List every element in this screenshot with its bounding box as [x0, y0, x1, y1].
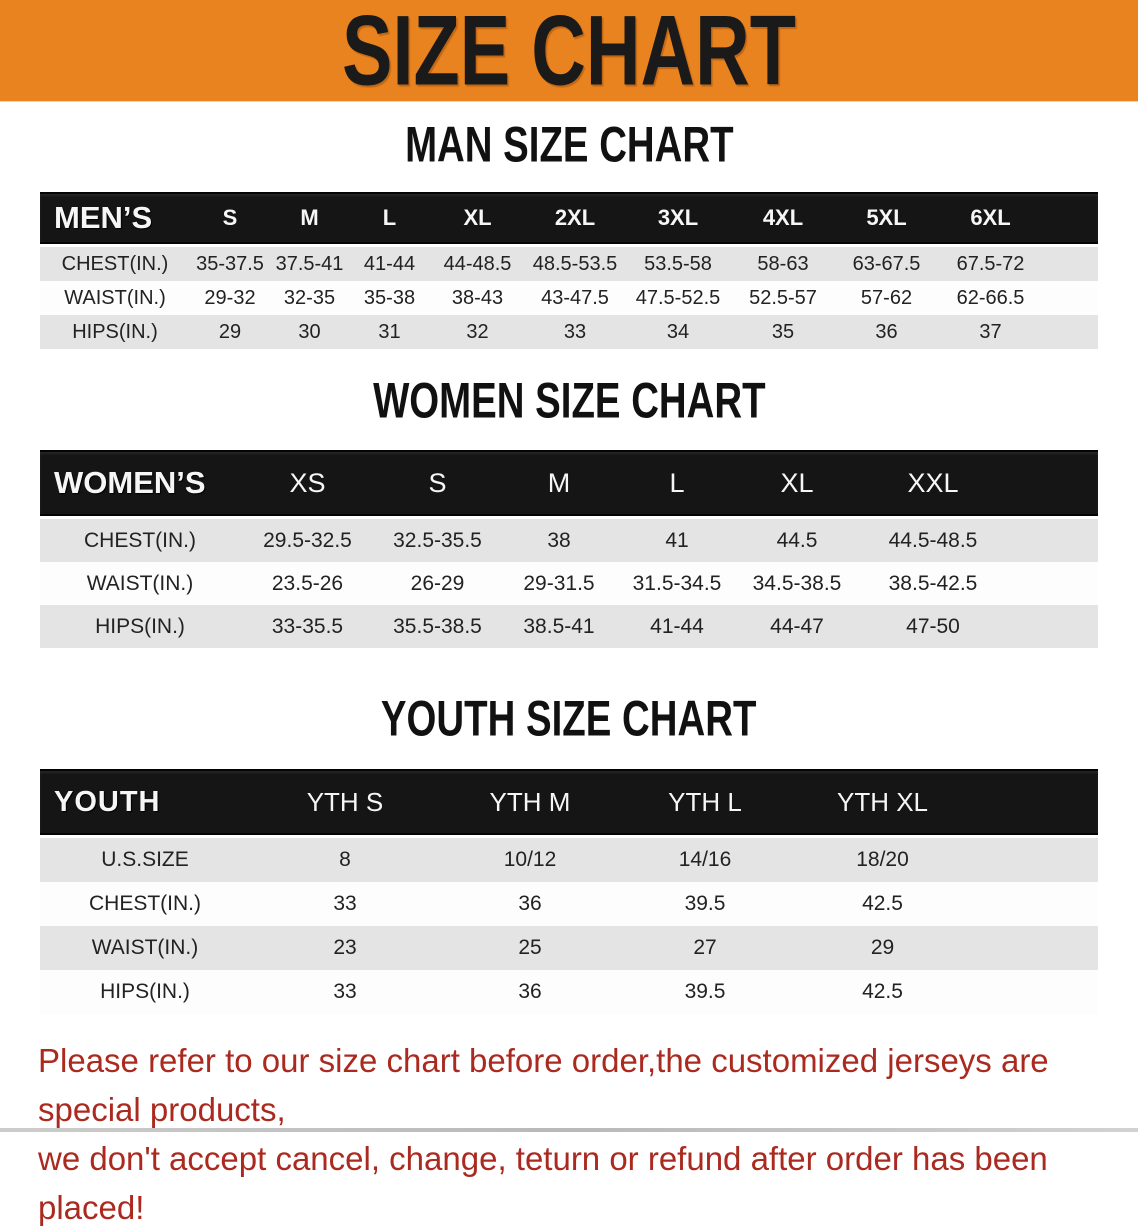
measurement-cell: 34.5-38.5 — [752, 571, 842, 595]
measurement-cell: 38 — [547, 528, 571, 552]
measurement-cell: 33 — [563, 320, 587, 343]
measurement-cell: 35 — [771, 320, 795, 343]
measurement-cell: 62-66.5 — [956, 286, 1025, 309]
size-column-header: YTH L — [668, 786, 742, 817]
size-column-header: 3XL — [657, 205, 699, 230]
measurement-cell: 57-62 — [860, 286, 913, 309]
size-column-header: L — [669, 467, 685, 498]
row-label: U.S.SIZE — [101, 848, 189, 871]
measurement-cell: 44-47 — [770, 614, 824, 638]
measurement-cell: 18/20 — [856, 848, 909, 871]
measurement-cell: 47.5-52.5 — [635, 286, 721, 309]
size-column-header: XL — [463, 205, 492, 230]
measurement-cell: 36 — [518, 980, 542, 1003]
measurement-cell: 38.5-42.5 — [888, 571, 978, 595]
disclaimer-text — [38, 1036, 1102, 1232]
measurement-cell: 31.5-34.5 — [632, 571, 722, 595]
measurement-cell: 34 — [666, 320, 690, 343]
women-section-heading-text: WOMEN SIZE CHART — [372, 373, 766, 430]
size-column-header: 6XL — [970, 205, 1011, 230]
measurement-cell: 36 — [875, 320, 898, 343]
row-label: WAIST(IN.) — [64, 286, 166, 309]
table-row-chest — [40, 519, 1098, 562]
table-row-hips — [40, 970, 1098, 1014]
row-label: CHEST(IN.) — [61, 252, 169, 275]
table-row-waist — [40, 281, 1098, 315]
measurement-cell: 37.5-41 — [275, 252, 344, 275]
measurement-cell: 37 — [979, 320, 1002, 343]
womens-table-header-row — [40, 450, 1098, 516]
disclaimer-line-2: we don't accept cancel, change, teturn or refund after order has been placed! — [38, 1140, 1048, 1226]
table-row-us-size — [40, 838, 1098, 882]
youth-section-heading-text: YOUTH SIZE CHART — [381, 691, 757, 748]
row-label: CHEST(IN.) — [89, 892, 201, 915]
measurement-cell: 44-48.5 — [443, 252, 512, 275]
youth-section-heading — [0, 691, 1138, 748]
measurement-cell: 41-44 — [363, 252, 416, 275]
measurement-cell: 32 — [466, 320, 489, 343]
measurement-cell: 63-67.5 — [852, 252, 921, 275]
row-label: HIPS(IN.) — [72, 320, 158, 343]
table-row-waist — [40, 562, 1098, 605]
measurement-cell: 52.5-57 — [749, 286, 817, 309]
mens-table-header-row — [40, 192, 1098, 244]
womens-table-corner-label: WOMEN’S — [54, 465, 206, 500]
man-section-heading — [0, 117, 1138, 174]
measurement-cell: 36 — [518, 892, 542, 915]
size-column-header: XL — [780, 467, 814, 498]
size-column-header: S — [222, 205, 238, 230]
table-row-waist — [40, 926, 1098, 970]
measurement-cell: 26-29 — [410, 571, 465, 595]
measurement-cell: 33 — [333, 892, 357, 915]
measurement-cell: 53.5-58 — [644, 252, 712, 275]
measurement-cell: 47-50 — [906, 614, 960, 638]
disclaimer-line-1: Please refer to our size chart before order,the customized jerseys are special products, — [38, 1042, 1049, 1128]
size-column-header: XXL — [907, 467, 959, 498]
size-chart-banner — [0, 0, 1138, 106]
size-column-header: 2XL — [554, 205, 596, 230]
measurement-cell: 8 — [339, 848, 351, 871]
measurement-cell: 35-37.5 — [196, 252, 264, 275]
measurement-cell: 33-35.5 — [271, 614, 344, 638]
table-row-chest — [40, 247, 1098, 281]
size-column-header: YTH M — [489, 786, 571, 817]
measurement-cell: 33 — [333, 980, 357, 1003]
mens-size-table — [40, 192, 1098, 349]
measurement-cell: 29.5-32.5 — [263, 528, 352, 552]
measurement-cell: 27 — [693, 936, 717, 959]
measurement-cell: 29 — [870, 936, 895, 959]
women-section-heading — [0, 373, 1138, 430]
size-column-header: XS — [289, 467, 326, 498]
measurement-cell: 23 — [333, 936, 357, 959]
measurement-cell: 48.5-53.5 — [532, 252, 618, 275]
row-label: WAIST(IN.) — [91, 936, 199, 959]
measurement-cell: 41-44 — [650, 614, 704, 638]
row-label: HIPS(IN.) — [95, 614, 185, 638]
size-column-header: S — [428, 467, 447, 498]
size-column-header: 4XL — [762, 205, 804, 230]
measurement-cell: 58-63 — [757, 252, 809, 275]
measurement-cell: 32.5-35.5 — [393, 528, 482, 552]
measurement-cell: 42.5 — [862, 980, 903, 1003]
measurement-cell: 67.5-72 — [956, 252, 1025, 275]
size-column-header: L — [382, 205, 397, 230]
size-column-header: YTH S — [306, 786, 384, 817]
banner-title: SIZE CHART — [342, 0, 796, 106]
measurement-cell: 38-43 — [451, 286, 504, 309]
size-column-header: YTH XL — [836, 786, 929, 817]
measurement-cell: 44.5 — [776, 528, 818, 552]
mens-table-corner-label: MEN’S — [54, 200, 153, 235]
measurement-cell: 41 — [665, 528, 689, 552]
womens-size-table — [40, 450, 1098, 648]
measurement-cell: 14/16 — [678, 848, 732, 871]
measurement-cell: 30 — [298, 320, 321, 343]
table-row-hips — [40, 605, 1098, 648]
youth-table-corner-label: YOUTH — [54, 785, 161, 818]
measurement-cell: 39.5 — [684, 980, 726, 1003]
measurement-cell: 43-47.5 — [541, 286, 609, 309]
youth-table-header-row — [40, 769, 1098, 835]
measurement-cell: 23.5-26 — [271, 571, 344, 595]
measurement-cell: 10/12 — [503, 848, 557, 871]
measurement-cell: 29-31.5 — [523, 571, 595, 595]
measurement-cell: 39.5 — [684, 892, 726, 915]
measurement-cell: 29-32 — [204, 286, 256, 309]
man-section-heading-text: MAN SIZE CHART — [404, 117, 734, 174]
size-column-header: 5XL — [866, 205, 907, 230]
measurement-cell: 35-38 — [363, 286, 416, 309]
measurement-cell: 42.5 — [862, 892, 903, 915]
measurement-cell: 29 — [218, 320, 242, 343]
row-label: CHEST(IN.) — [84, 528, 196, 552]
row-label: WAIST(IN.) — [86, 571, 194, 595]
size-column-header: M — [300, 205, 319, 230]
measurement-cell: 25 — [518, 936, 542, 959]
bottom-edge-strip — [0, 1128, 1138, 1132]
table-row-hips — [40, 315, 1098, 349]
size-column-header: M — [547, 467, 571, 498]
measurement-cell: 38.5-41 — [523, 614, 595, 638]
row-label: HIPS(IN.) — [100, 980, 190, 1003]
measurement-cell: 32-35 — [283, 286, 336, 309]
measurement-cell: 31 — [378, 320, 401, 343]
measurement-cell: 35.5-38.5 — [393, 614, 482, 638]
youth-size-table — [40, 769, 1098, 1014]
measurement-cell: 44.5-48.5 — [888, 528, 978, 552]
table-row-chest — [40, 882, 1098, 926]
